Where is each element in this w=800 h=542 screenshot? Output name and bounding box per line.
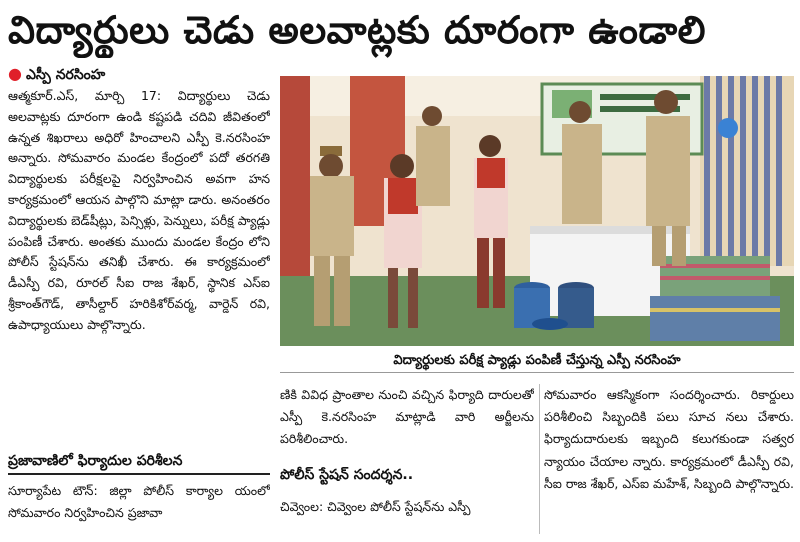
photo-caption: విద్యార్థులకు పరీక్ష ప్యాడ్లు పంపిణీ చేస్తున్న ఎస్పీ నరసింహ	[280, 350, 794, 373]
prajavani-continued-text: ణికి వివిధ ప్రాంతాల నుంచి వచ్చిన ఫిర్యాది దారులతో ఎస్పీ కె.నరసింహ మాట్లాడి వారి అర్జీలను పరిశీలించారు.	[280, 387, 534, 446]
station-visit-text: చివ్వెంల: చివ్వెంల పోలీస్ స్టేషన్‌ను ఎస్పీ	[280, 499, 471, 514]
bullet-icon: ●	[8, 64, 22, 83]
station-visit-continued-text: సోమవారం ఆకస్మికంగా సందర్శించారు. రికార్డులు పరిశీలించి సిబ్బందికి పలు సూచ నలు చేశారు. ఫిర్యాదుదారులకు ఇబ్బంది కలుగకుండా సత్వర న్యాయం చేయాల న్నారు. కార్యక్రమంలో డీఎస్పీ రవి, సీఐ రాజ శేఖర్, ఎస్ఐ మహేశ్, సిబ్బంది పాల్గొన్నారు.	[544, 387, 794, 491]
news-photo-illustration	[280, 76, 794, 346]
byline-text: ఎస్పీ నరసింహ	[25, 67, 106, 83]
lead-paragraph: ఆత్మకూర్.ఎస్, మార్చి 17: విద్యార్థులు చెడు అలవాట్లకు దూరంగా ఉండి కష్టపడి చదివి జీవితంలో ఉన్నత శిఖరాలు అధిరో హించాలని ఎస్పీ కె.నరసింహ అన్నారు. సోమవారం మండల కేంద్రంలో పదో తరగతి విద్యార్థులకు పరీక్షలపై నిర్వహించిన అవగా హన కార్యక్రమంలో ఆయన పాల్గొని మాట్లా డారు. అనంతరం విద్యార్థులకు బెడ్‌షీట్లు, పెన్సిళ్లు, పెన్నులు, పరీక్ష ప్యాడ్లు పంపిణీ చేశారు. అంతకు ముందు మండల కేంద్రం లోని పోలీస్ స్టేషన్‌ను తనిఖీ చేశారు. ఈ కార్యక్రమంలో డీఎస్పీ రవి, రూరల్ సీఐ రాజ శేఖర్, స్థానిక ఎస్ఐ శ్రీకాంత్‌గౌడ్, తాసీల్దార్ హరికిశోర్‌వర్మ, వార్డెన్ రవి, ఉపాధ్యాయులు పాల్గొన్నారు.	[8, 88, 270, 332]
column-divider	[539, 384, 540, 534]
prajavani-text: సూర్యాపేట టౌన్: జిల్లా పోలీస్ కార్యాల యంలో సోమవారం నిర్వహించిన ప్రజావా	[8, 483, 270, 520]
subhead-station-visit: పోలీస్ స్టేషన్ సందర్శన..	[280, 467, 414, 483]
byline	[8, 64, 105, 84]
news-photo	[280, 76, 794, 346]
subhead-prajavani: ప్రజావాణిలో ఫిర్యాదుల పరిశీలన	[8, 450, 270, 475]
headline: విద్యార్థులు చెడు అలవాట్లకు దూరంగా ఉండాలి	[8, 8, 706, 52]
